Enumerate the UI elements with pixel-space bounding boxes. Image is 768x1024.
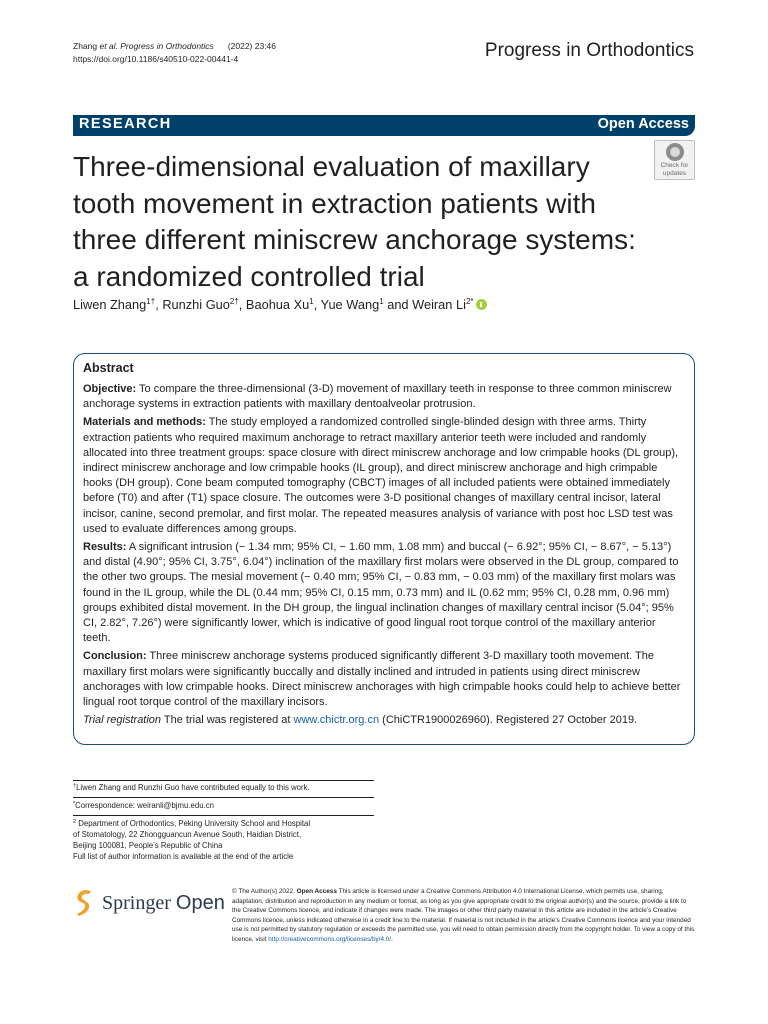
footnote-divider xyxy=(73,797,374,798)
conclusion-heading: Conclusion: xyxy=(83,650,147,663)
springer-horse-icon xyxy=(73,888,95,918)
abstract-conclusion xyxy=(83,649,685,710)
author-separator: and xyxy=(383,297,413,312)
author-affiliation-marker: 1 xyxy=(309,297,314,306)
citation-line xyxy=(73,40,276,53)
open-access-label: Open Access xyxy=(597,116,689,132)
results-text: A significant intrusion (− 1.34 mm; 95% CI, − 1.60 mm, 1.08 mm) and buccal (− 6.92°; 95% CI, − 8.67°, − 5.13°) and distal (4.90°; 95% CI, 3.75°, 6.04°) inclination of the maxillary first molars were observed in the DL group, compared to the other two groups. The mesial movement (− 0.40 mm; 95% CI, − 0.83 mm, − 0.03 mm) of the maxillary first molars was found in the IL group, while the DL (0.44 mm; 95% CI, 0.15 mm, 0.73 mm) and IL (0.62 mm; 95% CI, 0.28 mm, 0.96 mm) groups exhibited distal movement. In the DH group, the lingual inclination changes of maxillary central incisor (5.04°; 95% CI, 2.82°, 7.26°) were significantly lower, which is indicative of good lingual root torque control of the maxillary anterior teeth. xyxy=(83,541,679,645)
methods-text: The study employed a randomized controlled single-blinded design with three arms. Thirty extraction patients who required maximum anchorage to retract maxillary anterior teeth were included and randomly allocated into three treatment groups: space closure with direct miniscrew anchorage and low crimpable hooks (DL group), indirect miniscrew anchorage and low crimpable hooks (IL group), and direct miniscrew anchorage and high crimpable hooks (DH group). Cone beam computed tomography (CBCT) images of all included patients were obtained immediately before (T0) and after (T1) space closure. The outcomes were 3-D positional changes of maxillary central incisor, lateral incisor, canine, second premolar, and first molar. The repeated measures analysis of variance with post hoc LSD test was used to evaluate differences among groups. xyxy=(83,416,679,535)
footnote-divider xyxy=(73,815,374,816)
license-body: This article is licensed under a Creative Commons Attribution 4.0 International License, which permits use, sharing, adaptation, distribution and reproduction in any medium or format, as long as you give appropriate credit to the original author(s) and the source, provide a link to the Creative Commons licence, and indicate if changes were made. The images or other third party material in this article are included in the article’s Creative Commons licence, unless indicated otherwise in a credit line to the material. If material is not included in the article’s Creative Commons licence and your intended use is not permitted by statutory regulation or exceeds the permitted use, you will need to obtain permission directly from the copyright holder. To view a copy of this licence, visit xyxy=(232,888,695,943)
footnote-equal-contribution xyxy=(73,782,310,793)
trial-heading: Trial registration xyxy=(83,714,162,727)
footnote-correspondence xyxy=(73,800,214,811)
author-separator: , xyxy=(313,297,321,312)
author-affiliation-marker: 1 xyxy=(379,297,384,306)
abstract-results xyxy=(83,540,685,646)
author-affiliation-marker: 1† xyxy=(146,297,156,306)
trial-text: The trial was registered at xyxy=(161,714,294,727)
abstract-box xyxy=(73,353,695,745)
citation-header xyxy=(73,40,276,66)
trial-text-end: (ChiCTR1900026960). Registered 27 October 2019. xyxy=(379,714,638,727)
article-type-label: RESEARCH xyxy=(79,116,172,132)
author-name[interactable]: Runzhi Guo xyxy=(162,297,230,312)
check-for-updates-button[interactable] xyxy=(654,140,695,180)
trial-registry-link[interactable]: www.chictr.org.cn xyxy=(293,714,380,727)
conclusion-text: Three miniscrew anchorage systems produced significantly different 3-D maxillary tooth movement. The maxillary first molars were significantly buccally and distally inclined and intruded in patients using direct miniscrew anchorages with low crimpable hooks. Direct miniscrew anchorages with high crimpable hooks could help to achieve better lingual root torque control of the maxillary incisors. xyxy=(83,650,681,709)
article-title: Three-dimensional evaluation of maxillary tooth movement in extraction patients with three different miniscrew anchorage systems: a randomized controlled trial xyxy=(73,151,636,292)
author-affiliation-marker: 2* xyxy=(465,297,474,306)
license-link[interactable]: http://creativecommons.org/licenses/by/4.0/ xyxy=(268,935,392,943)
license-copyright: © The Author(s) 2022. xyxy=(232,888,297,895)
author-name[interactable]: Weiran Li xyxy=(412,297,466,312)
journal-name: Progress in Orthodontics xyxy=(484,40,694,61)
affiliation-line xyxy=(73,818,310,829)
author-affiliation-marker: 2† xyxy=(229,297,239,306)
license-end: . xyxy=(391,935,393,943)
footnote-text[interactable]: Correspondence: weiranli@bjmu.edu.cn xyxy=(75,801,214,810)
abstract-heading: Abstract xyxy=(83,361,134,375)
objective-heading: Objective: xyxy=(83,383,137,395)
doi-link[interactable]: https://doi.org/10.1186/s40510-022-00441-4 xyxy=(73,54,239,64)
footnote-marker: † xyxy=(73,783,77,789)
article-type-banner xyxy=(73,115,695,136)
license-open-access: Open Access xyxy=(296,888,337,895)
author-separator: , xyxy=(155,297,163,312)
abstract-trial-registration xyxy=(83,713,685,728)
affiliation-line: Beijing 100081, People’s Republic of China xyxy=(73,841,223,850)
footnote-affiliation xyxy=(73,818,310,862)
publisher-name: Springer xyxy=(102,891,171,914)
footnote-marker: * xyxy=(73,801,76,807)
footnote-text: Liwen Zhang and Runzhi Guo have contributed equally to this work. xyxy=(76,783,310,792)
citation-year: (2022) 23:46 xyxy=(227,41,277,51)
abstract-objective xyxy=(83,382,685,412)
affiliation-line: Full list of author information is available at the end of the article xyxy=(73,852,294,861)
citation-journal: et al. Progress in Orthodontics xyxy=(99,41,214,51)
footnote-marker: 2 xyxy=(73,819,77,825)
author-list xyxy=(73,296,487,314)
objective-text: To compare the three-dimensional (3-D) movement of maxillary teeth in response to three common miniscrew anchorage systems in extraction patients with maxillary dentoalveolar protrusion. xyxy=(83,383,672,411)
abstract-methods xyxy=(83,415,685,537)
author-name[interactable]: Yue Wang xyxy=(320,297,380,312)
author-separator: , xyxy=(238,297,246,312)
footnote-divider xyxy=(73,780,374,781)
affiliation-text: Department of Orthodontics, Peking University School and Hospital xyxy=(76,819,311,828)
license-statement xyxy=(232,887,695,945)
affiliation-line: of Stomatology, 22 Zhongguancun Avenue South, Haidian District, xyxy=(73,830,302,839)
methods-heading: Materials and methods: xyxy=(83,416,206,429)
publisher-logo[interactable] xyxy=(73,886,225,920)
publisher-suffix: Open xyxy=(175,891,225,914)
author-name[interactable]: Liwen Zhang xyxy=(73,297,147,312)
check-for-updates-label: Check for updates xyxy=(660,162,689,177)
orcid-icon[interactable] xyxy=(476,299,487,310)
check-for-updates-icon xyxy=(666,143,684,161)
results-heading: Results: xyxy=(83,541,127,554)
author-name[interactable]: Baohua Xu xyxy=(245,297,310,312)
citation-authors: Zhang xyxy=(73,41,100,51)
